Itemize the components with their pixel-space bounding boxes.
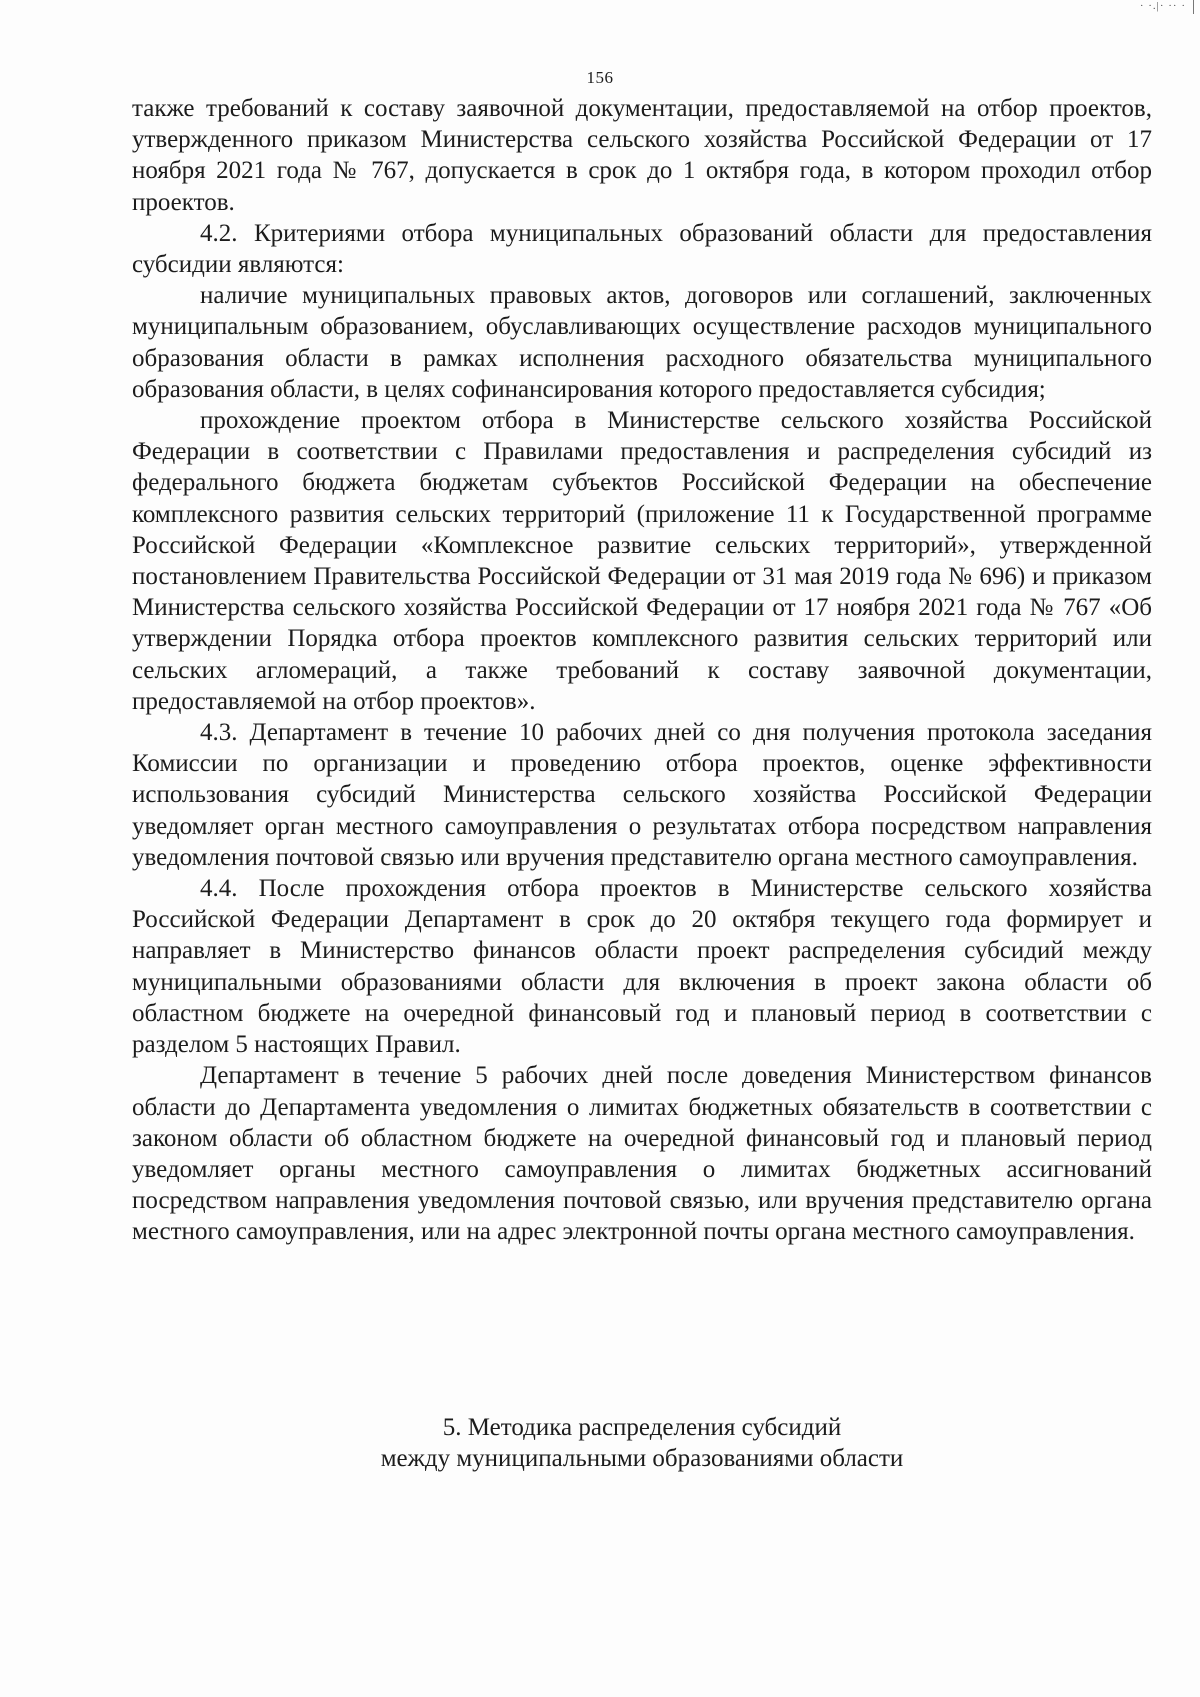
paragraph: 4.3. Департамент в течение 10 рабочих дней со дня получения протокола заседания Комиссии по организации и проведению отбора проектов, оценке эффективности использования субсидий Министерства сельского хозяйства Российской Федерации уведомляет орган местного самоуправления о результатах отбора посредством направления уведомления почтовой связью или вручения представителю органа местного самоуправления.: [132, 719, 1152, 871]
section-heading-line: между муниципальными образованиями области: [380, 1445, 904, 1473]
paragraph: также требований к составу заявочной документации, предоставляемой на отбор проектов, утвержденного приказом Министерства сельского хозяйства Российской Федерации от 17 ноября 2021 года № 767, допускается в срок до 1 октября года, в котором проходил отбор проектов.: [132, 95, 1152, 216]
section-heading-line: 5. Методика распределения субсидий: [442, 1414, 842, 1441]
section-heading: [132, 1412, 1152, 1474]
document-body: [132, 93, 1152, 1248]
paragraph: Департамент в течение 5 рабочих дней после доведения Министерством финансов области до Департамента уведомления о лимитах бюджетных обязательств в соответствии с законом области об областном бюджете на очередной финансовый год и плановый период уведомляет органы местного самоуправления о лимитах бюджетных ассигнований посредством направления уведомления почтовой связью, или вручения представителю органа местного самоуправления, или на адрес электронной почты органа местного самоуправления.: [132, 1062, 1152, 1246]
scan-edge-line: [1193, 0, 1194, 14]
paragraph: прохождение проектом отбора в Министерстве сельского хозяйства Российской Федерации в соответствии с Правилами предоставления и распределения субсидий из федерального бюджета бюджетам субъектов Российской Федерации на обеспечение комплексного развития сельских территорий (приложение 11 к Государственной программе Российской Федерации «Комплексное развитие сельских территорий», утвержденной постановлением Правительства Российской Федерации от 31 мая 2019 года № 696) и приказом Министерства сельского хозяйства Российской Федерации от 17 ноября 2021 года № 767 «Об утверждении Порядка отбора проектов комплексного развития сельских территорий или сельских агломераций, а также требований к составу заявочной документации, предоставляемой на отбор проектов».: [132, 407, 1152, 715]
page-number: 156: [586, 68, 614, 87]
paragraph: наличие муниципальных правовых актов, договоров или соглашений, заключенных муниципальным образованием, обуславливающих осуществление расходов муниципального образования области в рамках исполнения расходного обязательства муниципального образования области, в целях софинансирования которого предоставляется субсидия;: [132, 282, 1152, 403]
paragraph: 4.2. Критериями отбора муниципальных образований области для предоставления субсидии являются:: [132, 219, 1152, 279]
paragraph: 4.4. После прохождения отбора проектов в Министерстве сельского хозяйства Российской Федерации Департамент в срок до 20 октября текущего года формирует и направляет в Министерство финансов области проект распределения субсидий между муниципальными образованиями области для включения в проект закона области об областном бюджете на очередной финансовый год и плановый период в соответствии с разделом 5 настоящих Правил.: [132, 875, 1152, 1059]
scan-marks: · ·.|· ·· ·: [1139, 0, 1186, 12]
